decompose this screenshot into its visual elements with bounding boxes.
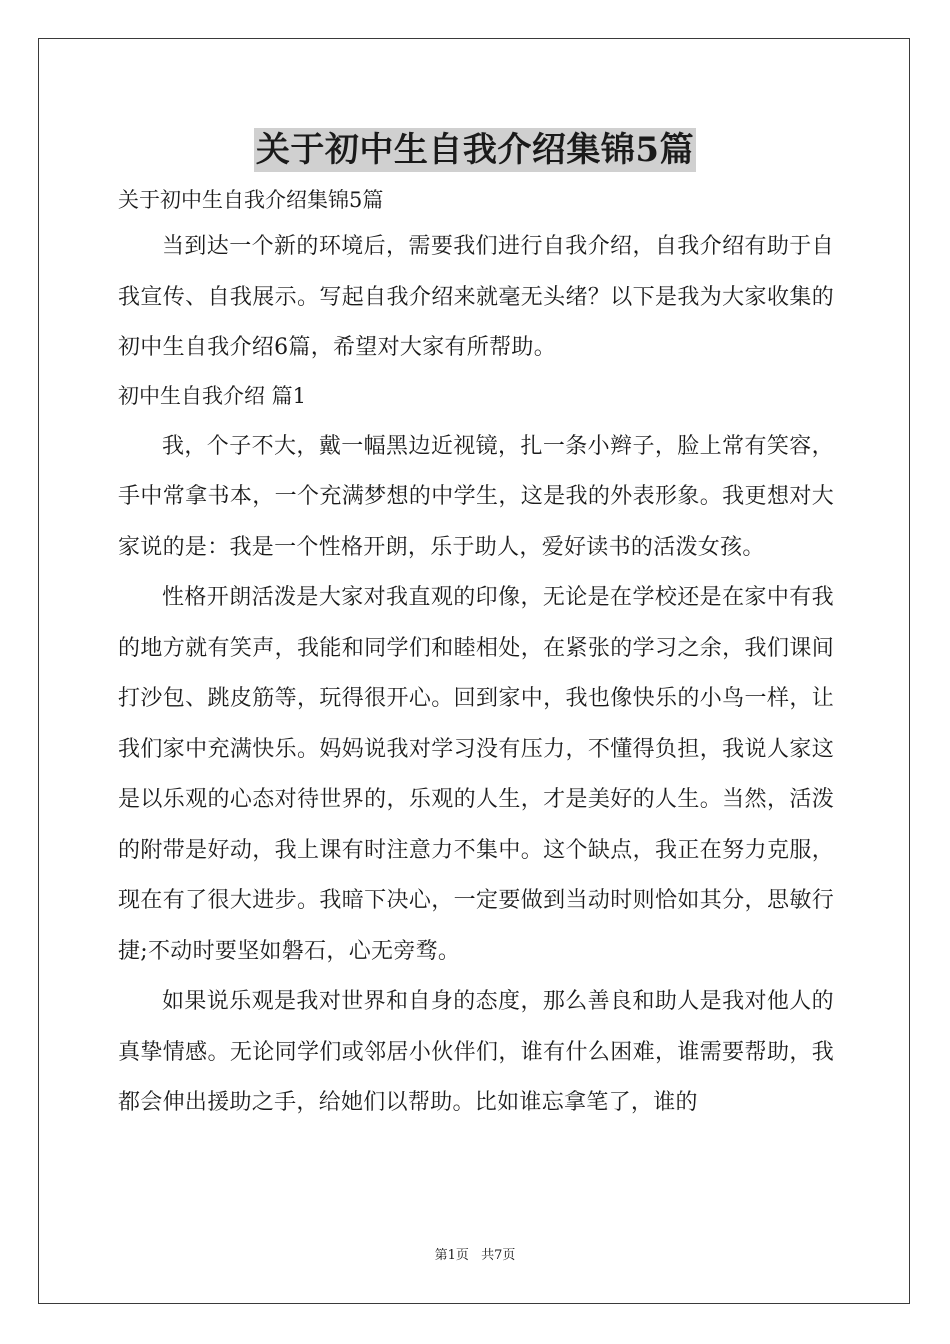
intro-paragraph: 当到达一个新的环境后，需要我们进行自我介绍，自我介绍有助于自我宣传、自我展示。写起自我介绍来就毫无头绪？以下是我为大家收集的初中生自我介绍6篇，希望对大家有所帮助。 (118, 234, 834, 360)
page-number-total: 共7页 (481, 1248, 516, 1263)
body-paragraph-3: 如果说乐观是我对世界和自身的态度，那么善良和助人是我对他人的真挚情感。无论同学们或邻居小伙伴们，谁有什么困难，谁需要帮助，我都会伸出援助之手，给她们以帮助。比如谁忘拿笔了，谁的 (118, 989, 834, 1115)
body-paragraph-1: 我，个子不大，戴一幅黑边近视镜，扎一条小辫子，脸上常有笑容，手中常拿书本，一个充满梦想的中学生，这是我的外表形象。我更想对大家说的是：我是一个性格开朗，乐于助人，爱好读书的活泼女孩。 (118, 433, 834, 560)
page-number-current: 第1页 (434, 1248, 469, 1263)
section-heading: 初中生自我介绍 篇1 (118, 383, 307, 408)
document-subtitle: 关于初中生自我介绍集锦5篇 (118, 188, 384, 212)
document-body (118, 178, 834, 1129)
body-paragraph-2: 性格开朗活泼是大家对我直观的印像，无论是在学校还是在家中有我的地方就有笑声，我能和同学们和睦相处，在紧张的学习之余，我们课间打沙包、跳皮筋等，玩得很开心。回到家中，我也像快乐的小鸟一样，让我们家中充满快乐。妈妈说我对学习没有压力，不懂得负担，我说人家这是以乐观的心态对待世界的，乐观的人生，才是美好的人生。当然，活泼的附带是好动，我上课有时注意力不集中。这个缺点，我正在努力克服，现在有了很大进步。我暗下决心，一定要做到当动时则恰如其分，思敏行捷;不动时要坚如磐石，心无旁骛。 (118, 585, 834, 964)
page-footer (0, 1247, 950, 1265)
document-title: 关于初中生自我介绍集锦5篇 (255, 130, 695, 170)
title-container (0, 128, 950, 172)
